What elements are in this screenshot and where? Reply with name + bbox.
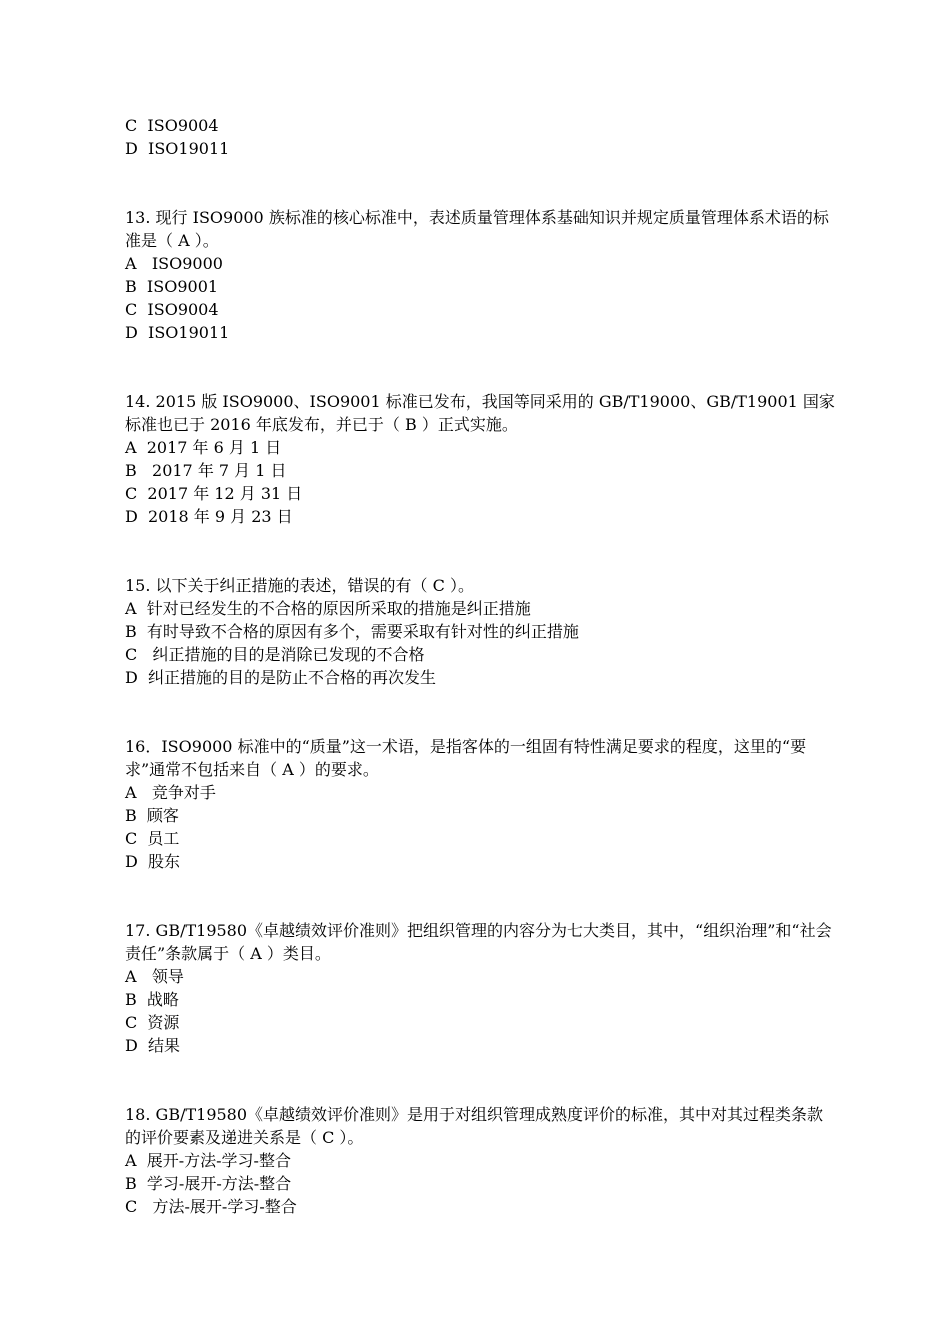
- spacer: [125, 528, 835, 574]
- option-b: B 有时导致不合格的原因有多个，需要采取有针对性的纠正措施: [125, 622, 579, 641]
- option-d: D ISO19011: [125, 139, 230, 158]
- option-d: D 股东: [125, 852, 181, 871]
- option-d: D 纠正措施的目的是防止不合格的再次发生: [125, 668, 437, 687]
- option-c: C ISO9004: [125, 300, 219, 319]
- option-b: B 2017 年 7 月 1 日: [125, 461, 287, 480]
- option-d: D 结果: [125, 1036, 181, 1055]
- option-c: C 资源: [125, 1013, 180, 1032]
- option-c: C 纠正措施的目的是消除已发现的不合格: [125, 645, 425, 664]
- spacer: [125, 344, 835, 390]
- option-a: A ISO9000: [125, 254, 223, 273]
- question-text: 18. GB/T19580《卓越绩效评价准则》是用于对组织管理成熟度评价的标准，其中对其过程类条款的评价要素及递进关系是（ C ）。: [125, 1105, 824, 1147]
- option-b: B 顾客: [125, 806, 179, 825]
- top-options: [125, 114, 835, 160]
- option-d: D 2018 年 9 月 23 日: [125, 507, 293, 526]
- option-d: D ISO19011: [125, 323, 230, 342]
- option-b: B ISO9001: [125, 277, 219, 296]
- option-b: B 战略: [125, 990, 179, 1009]
- spacer: [125, 1057, 835, 1103]
- option-a: A 领导: [125, 967, 184, 986]
- question-text: 13. 现行 ISO9000 族标准的核心标准中，表述质量管理体系基础知识并规定质量管理体系术语的标准是（ A ）。: [125, 208, 829, 250]
- question-18: [125, 1103, 835, 1218]
- option-c: C 方法-展开-学习-整合: [125, 1197, 297, 1216]
- question-16: [125, 735, 835, 873]
- spacer: [125, 160, 835, 206]
- question-14: [125, 390, 835, 528]
- question-17: [125, 919, 835, 1057]
- option-a: A 针对已经发生的不合格的原因所采取的措施是纠正措施: [125, 599, 531, 618]
- option-c: C 2017 年 12 月 31 日: [125, 484, 303, 503]
- question-text: 14. 2015 版 ISO9000、ISO9001 标准已发布，我国等同采用的 GB/T19000、GB/T19001 国家标准也已于 2016 年底发布，并已于（ B ）正式实施。: [125, 392, 835, 434]
- option-c: C ISO9004: [125, 116, 219, 135]
- question-text: 15. 以下关于纠正措施的表述，错误的有（ C ）。: [125, 576, 474, 595]
- question-text: 16．ISO9000 标准中的“质量”这一术语，是指客体的一组固有特性满足要求的程度，这里的“要求”通常不包括来自（ A ）的要求。: [125, 737, 807, 779]
- option-a: A 展开-方法-学习-整合: [125, 1151, 291, 1170]
- spacer: [125, 873, 835, 919]
- option-a: A 2017 年 6 月 1 日: [125, 438, 282, 457]
- question-13: [125, 206, 835, 344]
- document-page: [125, 114, 835, 1218]
- option-b: B 学习-展开-方法-整合: [125, 1174, 292, 1193]
- option-a: A 竞争对手: [125, 783, 216, 802]
- question-text: 17. GB/T19580《卓越绩效评价准则》把组织管理的内容分为七大类目，其中，“组织治理”和“社会责任”条款属于（ A ）类目。: [125, 921, 832, 963]
- question-15: [125, 574, 835, 689]
- spacer: [125, 689, 835, 735]
- option-c: C 员工: [125, 829, 180, 848]
